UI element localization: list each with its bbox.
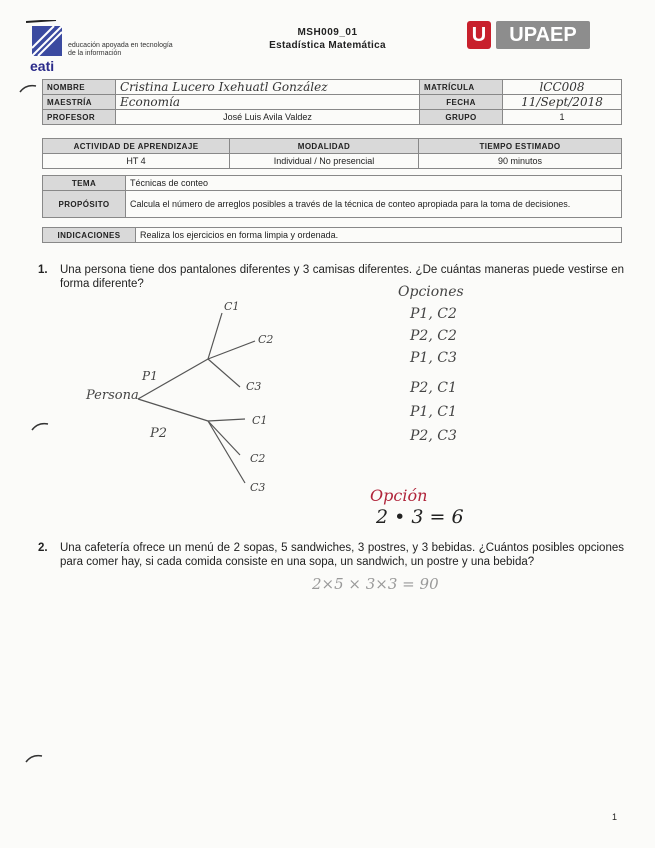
activity-table [42, 138, 622, 169]
group-value: 1 [503, 110, 622, 125]
question-2-number: 2. [38, 542, 48, 554]
eati-logo-text: eati [30, 58, 55, 74]
modality-value: Individual / No presencial [230, 154, 419, 169]
question-1-text: Una persona tiene dos pantalones diferentes y 3 camisas diferentes. ¿De cuántas maneras puede vestirse en forma diferente? [60, 264, 624, 290]
student-info-table [42, 79, 622, 125]
option-4: P2, C1 [410, 380, 457, 396]
proposito-label: PROPÓSITO [43, 191, 126, 218]
page-number: 1 [611, 812, 617, 822]
option-1: P1, C2 [410, 306, 457, 322]
masters-label: MAESTRÍA [43, 95, 116, 110]
option-3: P1, C3 [410, 350, 457, 366]
tuition-label: MATRÍCULA [420, 80, 503, 95]
options-title: Opciones [398, 284, 464, 300]
professor-label: PROFESOR [43, 110, 116, 125]
question-2-text: Una cafetería ofrece un menú de 2 sopas, 5 sandwiches, 3 postres, y 3 bebidas. ¿Cuántos posibles opciones para comer hay, si cada comida consiste en una sopa, un sandwich, un postre y una bebida? [60, 542, 624, 568]
activity-header: ACTIVIDAD DE APRENDIZAJE [43, 139, 230, 154]
time-value: 90 minutos [419, 154, 622, 169]
date-value: 11/Sept/2018 [503, 95, 622, 110]
tree-leaf-c1a: C1 [224, 300, 240, 313]
modality-header: MODALIDAD [230, 139, 419, 154]
option-2: P2, C2 [410, 328, 457, 344]
tree-leaf-c1b: C1 [252, 414, 268, 427]
binder-mark-icon [18, 82, 38, 96]
proposito-value: Calcula el número de arreglos posibles a través de la técnica de conteo apropiada para la toma de decisiones. [126, 191, 622, 218]
question-1-number: 1. [38, 264, 48, 276]
time-header: TIEMPO ESTIMADO [419, 139, 622, 154]
answer-1-value: 2 • 3 = 6 [376, 506, 464, 528]
name-value: Cristina Lucero Ixehuatl González [116, 80, 420, 95]
option-5: P1, C1 [410, 404, 457, 420]
option-6: P2, C3 [410, 428, 457, 444]
date-label: FECHA [420, 95, 503, 110]
upaep-logo-letter: U [467, 21, 491, 49]
binder-mark-icon [30, 420, 50, 434]
answer-2-value: 2×5 × 3×3 = 90 [312, 575, 439, 593]
tree-leaf-c2b: C2 [250, 452, 266, 465]
course-name: Estadística Matemática [269, 40, 386, 51]
indicaciones-value: Realiza los ejercicios en forma limpia y ordenada. [136, 228, 622, 243]
tree-leaf-c2a: C2 [258, 333, 274, 346]
tree-branch-p2: P2 [150, 426, 168, 441]
professor-value: José Luis Avila Valdez [116, 110, 420, 125]
tema-value: Técnicas de conteo [126, 176, 622, 191]
tema-label: TEMA [43, 176, 126, 191]
answer-1-label: Opción [370, 486, 428, 505]
eati-subtitle: educación apoyada en tecnología de la información [68, 42, 173, 57]
tree-branch-p1: P1 [142, 369, 158, 383]
masters-value: Economía [116, 95, 420, 110]
question-2 [38, 541, 624, 569]
group-label: GRUPO [420, 110, 503, 125]
tree-leaf-c3a: C3 [246, 380, 262, 393]
tree-leaf-c3b: C3 [250, 481, 266, 494]
activity-value: HT 4 [43, 154, 230, 169]
name-label: NOMBRE [43, 80, 116, 95]
upaep-logo-text: UPAEP [496, 21, 590, 49]
topic-table [42, 175, 622, 218]
tuition-value: lCC008 [503, 80, 622, 95]
indications-table [42, 227, 622, 243]
tree-root-label: Persona [86, 388, 139, 403]
binder-mark-icon [24, 752, 44, 766]
course-code: MSH009_01 [297, 27, 358, 38]
question-1 [38, 263, 624, 291]
indicaciones-label: INDICACIONES [43, 228, 136, 243]
